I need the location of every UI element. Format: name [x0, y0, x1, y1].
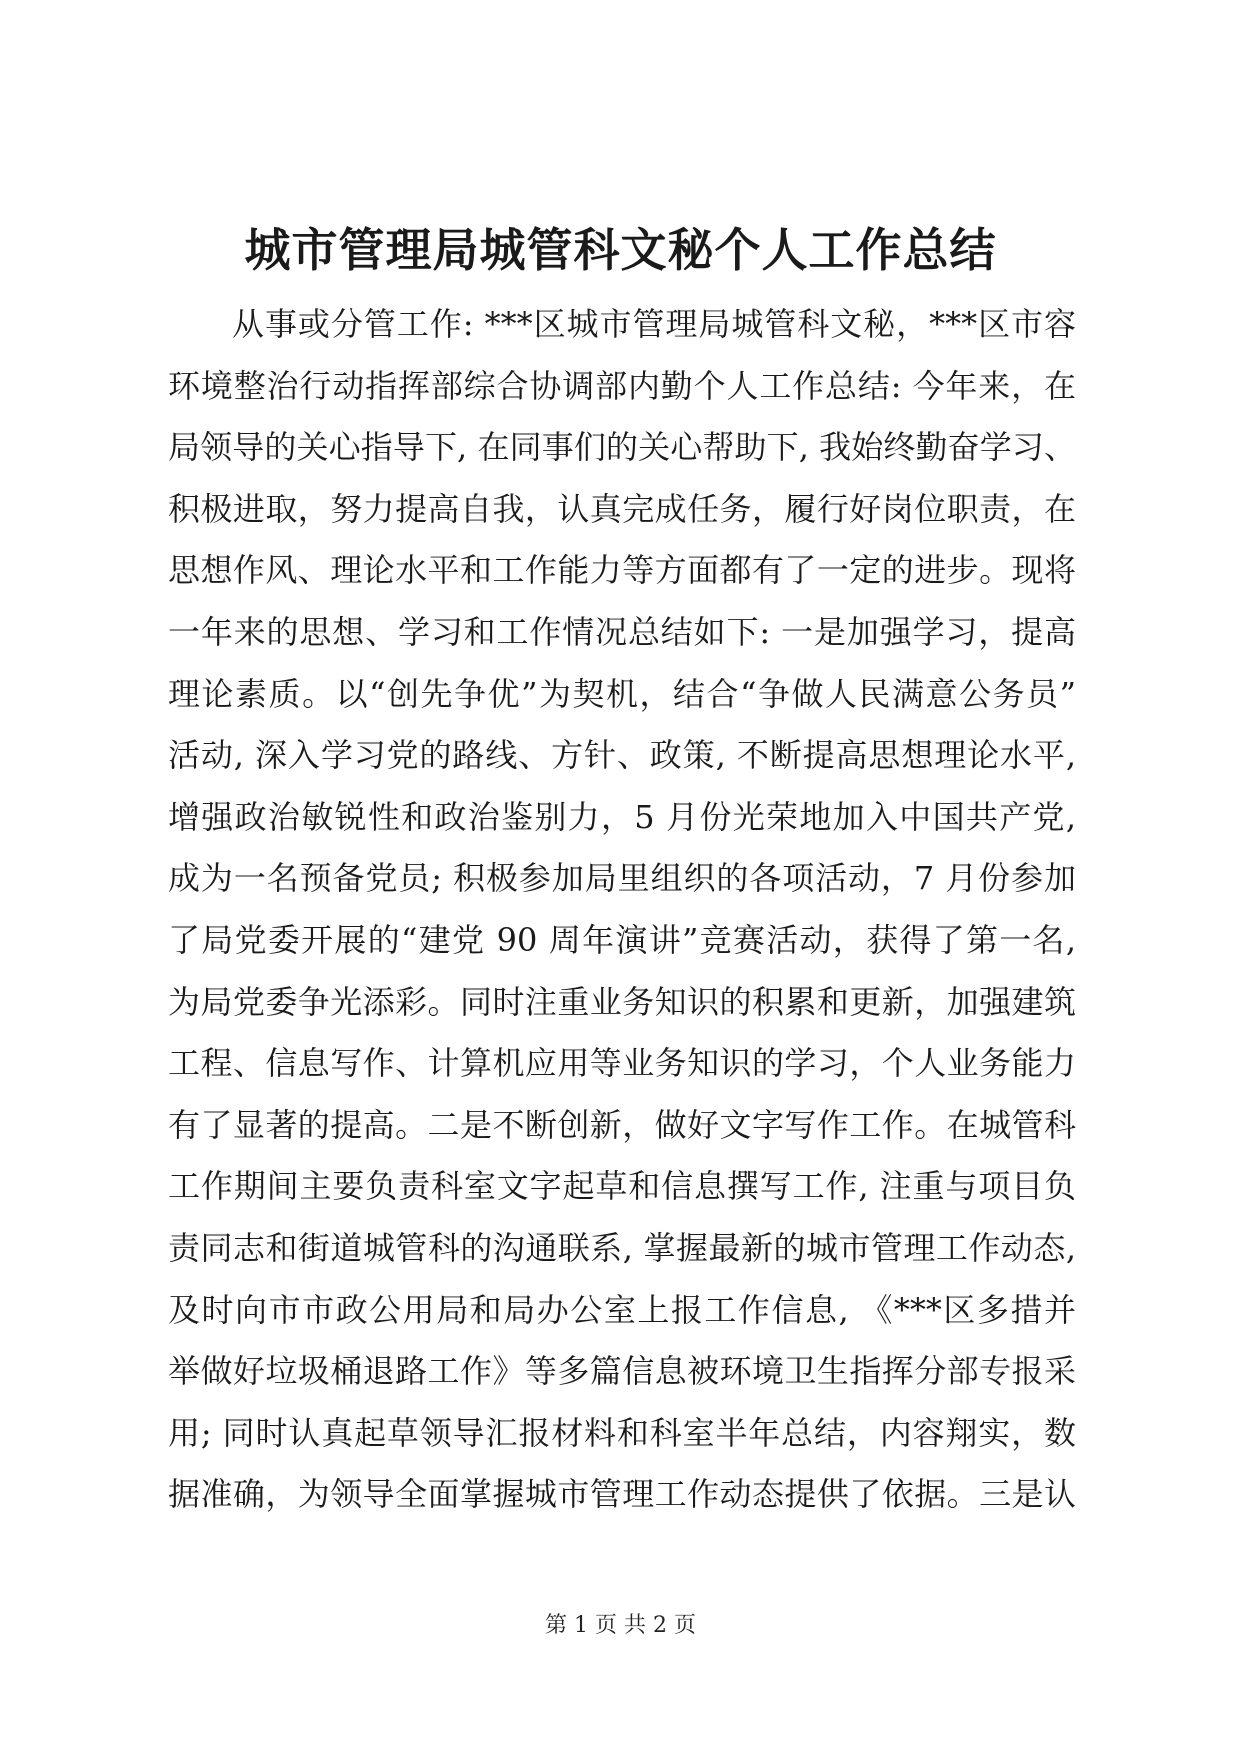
body-line: 从事或分管工作: ***区城市管理局城管科文秘，***区市容 — [232, 305, 1076, 343]
body-line: 了局党委开展的“建党 90 周年演讲”竞赛活动，获得了第一名, — [168, 920, 1076, 959]
body-line: 有了显著的提高。二是不断创新，做好文字写作工作。在城管科 — [168, 1105, 1076, 1144]
body-line: 环境整治行动指挥部综合协调部内勤个人工作总结: 今年来，在 — [168, 366, 1076, 405]
body-line: 工作期间主要负责科室文字起草和信息撰写工作, 注重与项目负 — [168, 1167, 1076, 1206]
body-line: 及时向市市政公用局和局办公室上报工作信息, 《***区多措并 — [168, 1290, 1076, 1329]
body-line: 活动, 深入学习党的路线、方针、政策, 不断提高思想理论水平, — [168, 736, 1076, 775]
document-body — [168, 294, 1076, 1526]
body-line: 工程、信息写作、计算机应用等业务知识的学习，个人业务能力 — [168, 1044, 1076, 1083]
page-number-footer: 第 1 页 共 2 页 — [545, 1613, 696, 1638]
body-line: 成为一名预备党员; 积极参加局里组织的各项活动，7 月份参加 — [168, 859, 1076, 898]
body-line: 增强政治敏锐性和政治鉴别力，5 月份光荣地加入中国共产党, — [168, 797, 1076, 836]
body-line: 积极进取，努力提高自我，认真完成任务，履行好岗位职责，在 — [168, 489, 1076, 528]
body-line: 一年来的思想、学习和工作情况总结如下: 一是加强学习，提高 — [168, 612, 1076, 651]
body-line: 责同志和街道城管科的沟通联系, 掌握最新的城市管理工作动态, — [168, 1228, 1076, 1267]
body-line: 思想作风、理论水平和工作能力等方面都有了一定的进步。现将 — [168, 551, 1076, 590]
body-line: 理论素质。以“创先争优”为契机，结合“争做人民满意公务员” — [168, 674, 1076, 713]
body-line: 局领导的关心指导下, 在同事们的关心帮助下, 我始终勤奋学习、 — [168, 428, 1076, 467]
body-line: 用; 同时认真起草领导汇报材料和科室半年总结，内容翔实，数 — [168, 1413, 1076, 1452]
document-title: 城市管理局城管科文秘个人工作总结 — [244, 223, 997, 277]
body-line: 据准确，为领导全面掌握城市管理工作动态提供了依据。三是认 — [168, 1475, 1076, 1514]
body-line: 举做好垃圾桶退路工作》等多篇信息被环境卫生指挥分部专报采 — [168, 1352, 1076, 1391]
body-line: 为局党委争光添彩。同时注重业务知识的积累和更新，加强建筑 — [168, 982, 1076, 1021]
